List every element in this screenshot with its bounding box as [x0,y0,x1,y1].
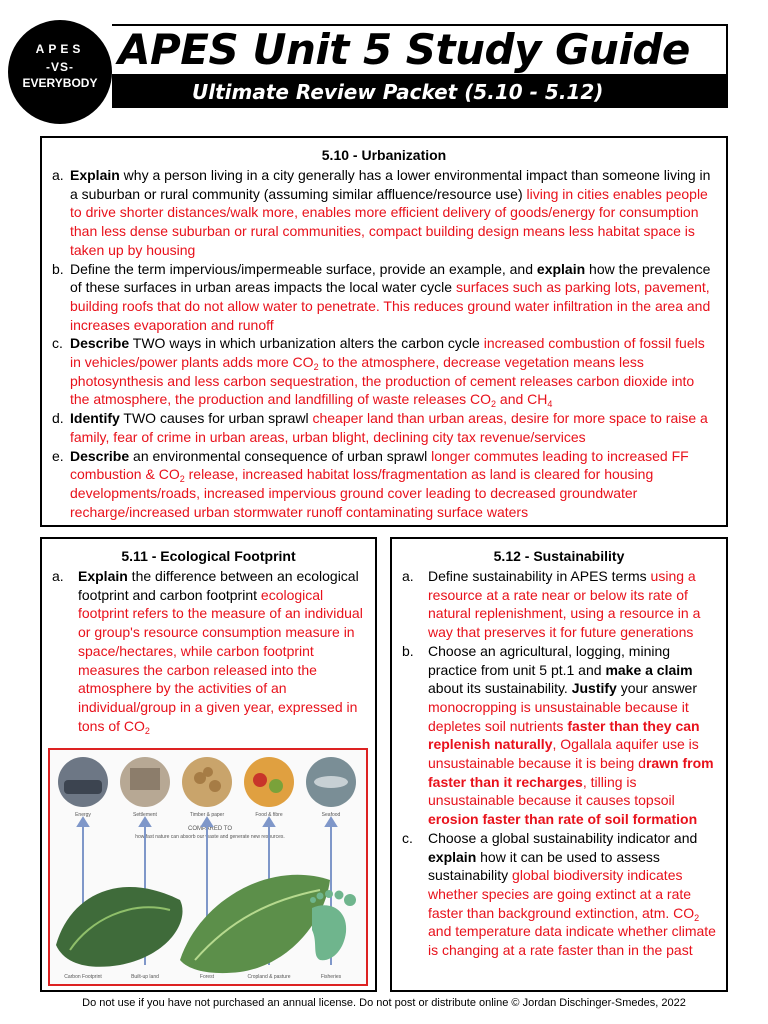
question-510-e [52,447,716,522]
task-verb: make a claim [605,661,693,678]
question-text: TWO causes for urban sprawl [119,410,313,427]
brand-logo [8,20,112,124]
task-verb: explain [428,848,477,865]
category-circles [58,757,356,807]
answer-text: living in cities enables people to drive shorter distances/walk more, enables more efficient delivery of goods/energy for consumption than less dense suburban or rural communities, compact building design means less habitat space is taken up by housing [70,185,708,258]
forest-footprint-left [56,887,183,967]
question-text: Choose a global sustainability indicator and [428,829,698,846]
item-marker: c. [402,829,413,846]
item-marker: b. [52,260,64,277]
section-urbanization [40,136,728,527]
page-subtitle: Ultimate Review Packet (5.10 - 5.12) [192,80,604,104]
question-text: how it can be used to assess sustainability [428,848,660,884]
timber-photo-icon [182,757,232,807]
question-512-c [402,829,716,960]
figure-label: Settlement [133,812,157,818]
answer-text: longer commutes leading to increased FF combustion & $CO_2$ release, increased habitat loss/fragmentation as land is cleared for housing developments/roads, increased impervious ground cover leading to decreased groundwater recharge/increased urban stormwater runoff contaminating surface waters [70,447,689,520]
question-510-d [52,409,716,446]
question-text: how the prevalence of these surfaces in urban areas impacts the local water cycle [70,260,711,296]
section-title-footprint: 5.11 - Ecological Footprint [121,548,296,564]
figure-label: Carbon Footprint [64,974,102,980]
question-510-a [52,166,716,260]
compared-text: how fast nature can absorb our waste and generate new resources. [135,834,285,840]
figure-label: Food & fibre [255,812,283,818]
task-verb: Describe [70,447,130,464]
answer-text: global biodiversity indicates whether species are going extinct at a rate faster than background extinction, atm. $CO_2$ and temperature data indicate whether climate is changing at a rate faster than in the past [428,867,716,959]
answer-text: monocropping is unsustainable because it depletes soil nutrients faster than they can replenish naturally, Ogallala aquifer use is unsustainable because it is being drawn from faster than it recharges, tilling is unsustainable because it causes topsoil erosion faster than rate of soil formation [428,698,714,828]
question-text: Define the term impervious/impermeable surface, provide an example, and [70,260,537,277]
task-verb: explain [536,260,586,277]
question-510-b [52,260,716,335]
answer-text: surfaces such as parking lots, pavement, building roofs that do not allow water to penetrate. This reduces ground water infiltration in the area and increases evaporation and runoff [70,279,711,333]
task-verb: Describe [70,335,130,352]
item-marker: c. [52,335,63,352]
question-text: Define sustainability in APES terms [428,568,651,584]
task-verb: Justify [571,680,617,697]
logo-line-apes: APES [35,42,85,56]
question-text: TWO ways in which urbanization alters the carbon cycle [129,335,484,352]
logo-line-everybody: EVERYBODY [22,76,98,90]
question-text: your answer [616,680,697,697]
question-text: Choose an agricultural, logging, mining practice from unit 5 pt.1 and [428,642,671,678]
figure-label: Forest [199,974,215,980]
question-text: about its sustainability. [428,680,572,697]
footprint-diagram [50,750,366,984]
section-title-sustainability: 5.12 - Sustainability [493,548,625,564]
question-512-b [402,642,716,829]
item-marker: a. [52,568,64,584]
figure-label: Fisheries [320,974,342,980]
question-text: the difference between an ecological footprint and carbon footprint [78,568,359,603]
category-labels [75,812,340,818]
question-text: an environmental consequence of urban sprawl [129,447,432,464]
answer-text: using a resource at a rate near or below its rate of natural replenishment, using a resource in a way that preserves it for future generations [428,568,701,641]
footprint-illustration [48,748,368,986]
item-marker: e. [52,447,64,464]
food-fibre-photo-icon [244,757,294,807]
section-sustainability [390,537,728,992]
figure-label: Timber & paper [189,812,225,818]
compared-title: COMPARED TO [187,826,233,832]
answer-text: increased combustion of fossil fuels in vehicles/power plants adds more $CO_2$ to the atmosphere, decrease vegetation means less photosynthesis and less carbon sequestration, the production of cement releases carbon dioxide into the atmosphere, the production and landfilling of waste releases $CO_2$ and $CH_4$ [70,335,705,410]
forest-footprint-right [180,875,330,973]
task-verb: Identify [70,410,120,427]
task-verb: Explain [70,167,120,183]
bottom-labels [64,974,341,980]
item-marker: a. [402,568,414,584]
section-title-urbanization: 5.10 - Urbanization [321,147,447,163]
logo-line-vs: -VS- [46,60,74,74]
item-marker: d. [52,410,64,427]
question-511-a [52,567,365,735]
item-marker: a. [52,167,64,183]
question-512-a [402,567,716,642]
answer-text: ecological footprint refers to the measure of an individual or group's resource consumption measure in space/hectares, while carbon footprint measures the carbon released into the atmosphere by the activities of an individual/group in a given year, expressed in tons of $CO_2$ [78,586,363,736]
page-title: APES Unit 5 Study Guide [118,25,690,74]
figure-label: Seafood [321,812,341,818]
figure-label: Built-up land [131,974,159,980]
figure-label: Cropland & pasture [247,974,291,980]
task-verb: Explain [78,568,128,584]
license-footer: Do not use if you have not purchased an annual license. Do not post or distribute online © Jordan Dischinger-Smedes, 2022 [82,997,686,1009]
question-510-c [52,334,716,409]
question-text: why a person living in a city generally has a lower environmental impact than someone living in a suburban or rural community (assuming similar affluence/resource use) [70,167,711,202]
item-marker: b. [402,642,414,659]
answer-text: cheaper land than urban areas, desire for more space to raise a family, fear of crime in urban areas, urban blight, declining city tax revenue/services [70,410,708,445]
figure-label: Energy [75,812,91,818]
